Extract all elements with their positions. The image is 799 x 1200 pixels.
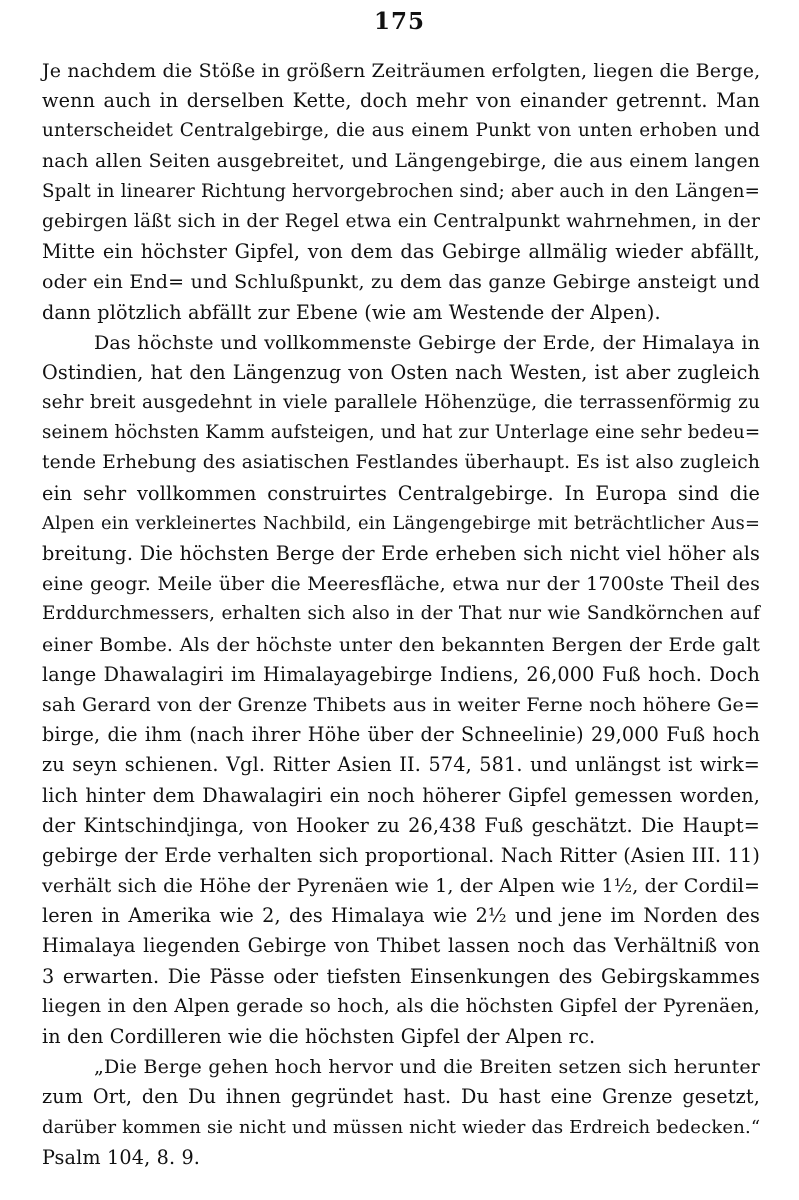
paragraph-himalaya <box>42 328 760 1053</box>
psalm-citation: Psalm 104, 8. 9. <box>42 1145 201 1169</box>
text-line: in den Cordilleren wie die höchsten Gipfel der Alpen rc. <box>42 1025 596 1048</box>
text-line: Das höchste und vollkommenste Gebirge der Erde, der Himalaya in <box>94 331 760 354</box>
paragraph-mountain-formation <box>42 56 760 328</box>
text-line: ein sehr vollkommen construirtes Centralgebirge. In Europa sind die <box>42 481 760 505</box>
text-line: tende Erhebung des asiatischen Festlandes überhaupt. Es ist also zugleich <box>42 452 760 474</box>
paragraph-psalm-quote <box>42 1052 760 1173</box>
text-line: sehr breit ausgedehnt in viele parallele Höhenzüge, die terrassenförmig zu <box>42 392 760 414</box>
text-line: gebirge der Erde verhalten sich proportional. Nach Ritter (Asien III. 11) <box>42 843 760 867</box>
text-line: leren in Amerika wie 2, des Himalaya wie 2½ und jene im Norden des <box>42 904 760 928</box>
text-line: sah Gerard von der Grenze Thibets aus in weiter Ferne noch höhere Ge= <box>42 693 760 716</box>
text-line: Ostindien, hat den Längenzug von Osten nach Westen, ist aber zugleich <box>42 360 760 384</box>
text-line: der Kintschindjinga, von Hooker zu 26,438 Fuß geschätzt. Die Haupt= <box>42 813 760 837</box>
page-text <box>42 56 760 1173</box>
text-line: Spalt in linearer Richtung hervorgebrochen sind; aber auch in den Längen= <box>42 180 760 202</box>
text-line: liegen in den Alpen gerade so hoch, als die höchsten Gipfel der Pyrenäen, <box>42 995 760 1017</box>
text-line: eine geogr. Meile über die Meeresfläche, etwa nur der 1700ste Theil des <box>42 573 760 596</box>
text-line: nach allen Seiten ausgebreitet, und Längengebirge, die aus einem langen <box>42 150 760 172</box>
text-line: Alpen ein verkleinertes Nachbild, ein Längengebirge mit beträchtlicher Aus= <box>42 512 760 534</box>
text-line: wenn auch in derselben Kette, doch mehr von einander getrennt. Man <box>42 89 760 113</box>
text-line: unterscheidet Centralgebirge, die aus einem Punkt von unten erhoben und <box>42 120 760 142</box>
text-line: Je nachdem die Stöße in größern Zeiträumen erfolgten, liegen die Berge, <box>42 60 761 82</box>
text-line: birge, die ihm (nach ihrer Höhe über der Schneelinie) 29,000 Fuß hoch <box>42 723 760 747</box>
text-line: Himalaya liegenden Gebirge von Thibet lassen noch das Verhältniß von <box>42 934 760 958</box>
text-line: gebirgen läßt sich in der Regel etwa ein Centralpunkt wahrnehmen, in der <box>42 210 760 232</box>
text-line: einer Bombe. Als der höchste unter den bekannten Bergen der Erde galt <box>42 633 760 656</box>
text-line: breitung. Die höchsten Berge der Erde erheben sich nicht viel höher als <box>42 542 760 565</box>
text-line: darüber kommen sie nicht und müssen nicht wieder das Erdreich bedecken.“ <box>42 1116 761 1138</box>
text-line: oder ein End= und Schlußpunkt, zu dem das ganze Gebirge ansteigt und <box>42 271 760 294</box>
text-line: zu seyn schienen. Vgl. Ritter Asien II. 574, 581. und unlängst ist wirk= <box>42 753 760 777</box>
text-line: 3 erwarten. Die Pässe oder tiefsten Einsenkungen des Gebirgskammes <box>42 964 760 988</box>
text-line: seinem höchsten Kamm aufsteigen, und hat zur Unterlage eine sehr bedeu= <box>42 422 761 444</box>
text-line: „Die Berge gehen hoch hervor und die Breiten setzen sich herunter <box>94 1056 760 1079</box>
text-line: Mitte ein höchster Gipfel, von dem das Gebirge allmälig wieder abfällt, <box>42 240 760 264</box>
text-line: Erddurchmessers, erhalten sich also in der That nur wie Sandkörnchen auf <box>42 603 760 625</box>
text-line: lange Dhawalagiri im Himalayagebirge Indiens, 26,000 Fuß hoch. Doch <box>42 662 760 686</box>
text-line: dann plötzlich abfällt zur Ebene (wie am Westende der Alpen). <box>42 300 661 324</box>
text-line: lich hinter dem Dhawalagiri ein noch höherer Gipfel gemessen worden, <box>42 783 760 807</box>
text-line: zum Ort, den Du ihnen gegründet hast. Du hast eine Grenze gesetzt, <box>42 1085 760 1109</box>
page-number: 175 <box>373 8 425 35</box>
text-line: verhält sich die Höhe der Pyrenäen wie 1, der Alpen wie 1½, der Cordil= <box>42 875 761 898</box>
